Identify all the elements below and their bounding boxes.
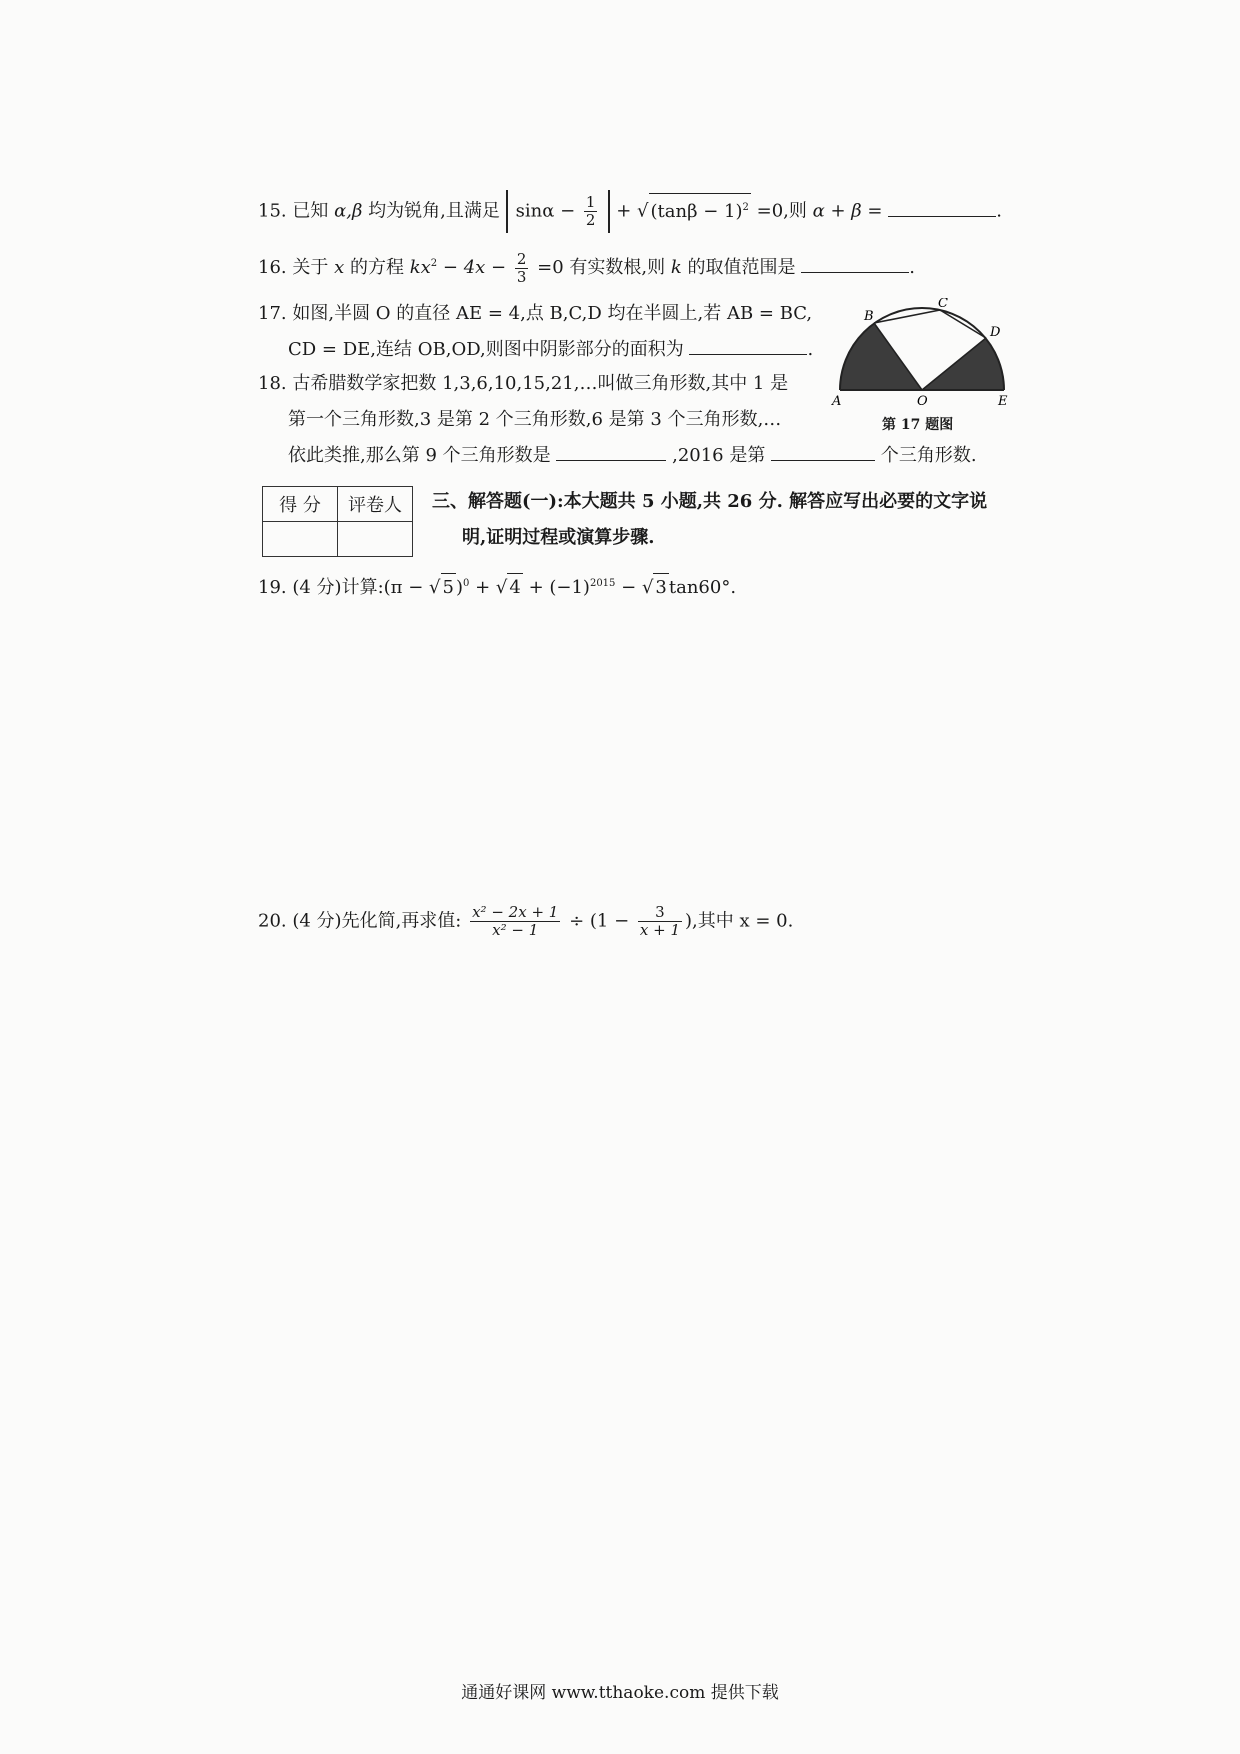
- label-a: A: [832, 394, 842, 408]
- score-header: 得 分: [263, 487, 338, 522]
- question-15: 15. 已知 α,β 均为锐角,且满足 sinα − $\frac{1}{2}$ + √ $(\tan\beta - 1)^2 =0$,则 α + β = .: [258, 190, 1002, 233]
- answer-blank-17[interactable]: [689, 353, 807, 355]
- label-b: B: [864, 309, 874, 324]
- q15-number: 15.: [258, 200, 287, 222]
- fraction-2: $\frac{3}{x + 1}$: [639, 903, 680, 939]
- page-footer: 通通好课网 www.tthaoke.com 提供下载: [461, 1683, 779, 1703]
- question-18-line-1: 18. 古希腊数学家把数 1,3,6,10,15,21,…叫做三角形数,其中 1 是: [258, 373, 789, 394]
- fraction-1: $\frac{\text{x² − 2x + 1}}{\text{x² − 1}}$: [472, 903, 559, 939]
- label-o: O: [917, 394, 928, 408]
- grader-cell[interactable]: [338, 522, 413, 557]
- answer-blank-16[interactable]: [801, 271, 909, 273]
- label-c: C: [938, 298, 948, 311]
- score-table: [262, 486, 413, 557]
- label-e: E: [998, 394, 1008, 408]
- question-18-line-3: 依此类推,那么第 9 个三角形数是 ,2016 是第 个三角形数.: [288, 445, 977, 466]
- label-d: D: [990, 325, 1001, 340]
- answer-blank-15[interactable]: [888, 215, 996, 217]
- answer-blank-18a[interactable]: [556, 459, 666, 461]
- question-18-line-2: 第一个三角形数,3 是第 2 个三角形数,6 是第 3 个三角形数,…: [288, 409, 782, 430]
- section-3-heading: 三、解答题(一):本大题共 5 小题,共 26 分. 解答应写出必要的文字说: [432, 491, 988, 512]
- absolute-value-expression: sinα − $\frac{1}{2}$: [506, 190, 611, 233]
- figure-17-semicircle: [830, 298, 1010, 408]
- question-16: 16. 关于 x 的方程 $kx^2 - 4x$ − $\frac{2}{3}$ =0 有实数根,则 k 的取值范围是 .: [258, 249, 915, 286]
- figure-17-caption: 第 17 题图: [882, 417, 954, 433]
- question-20: 20. (4 分)先化简,再求值: $\frac{\text{x² − 2x + 1}}{\text{x² − 1}}$ ÷ (1 − $\frac{3}{x + 1}$ ),其中 x = 0.: [258, 903, 794, 939]
- answer-blank-18b[interactable]: [771, 459, 875, 461]
- section-3-heading-line-2: 明,证明过程或演算步骤.: [462, 527, 655, 548]
- q16-number: 16.: [258, 257, 287, 278]
- fraction-two-thirds: $\frac{2}{3}$: [516, 249, 527, 286]
- sqrt-expression: $(\tan\beta - 1)^2$: [649, 193, 751, 226]
- chord-cd: [940, 310, 986, 338]
- grader-header: 评卷人: [338, 487, 413, 522]
- fraction-one-half: $\frac{1}{2}$: [585, 193, 596, 229]
- question-19: 19. (4 分)计算:(π − √ 5 )$^0$ + √ $4 + (-1)^{2015}$ − √ 3 tan60°.: [258, 570, 736, 602]
- score-cell[interactable]: [263, 522, 338, 557]
- question-17-line-1: 17. 如图,半圆 O 的直径 AE = 4,点 B,C,D 均在半圆上,若 AB = BC,: [258, 303, 813, 324]
- sqrt-sign: √: [637, 200, 649, 222]
- question-17-line-2: CD = DE,连结 OB,OD,则图中阴影部分的面积为 .: [288, 339, 814, 360]
